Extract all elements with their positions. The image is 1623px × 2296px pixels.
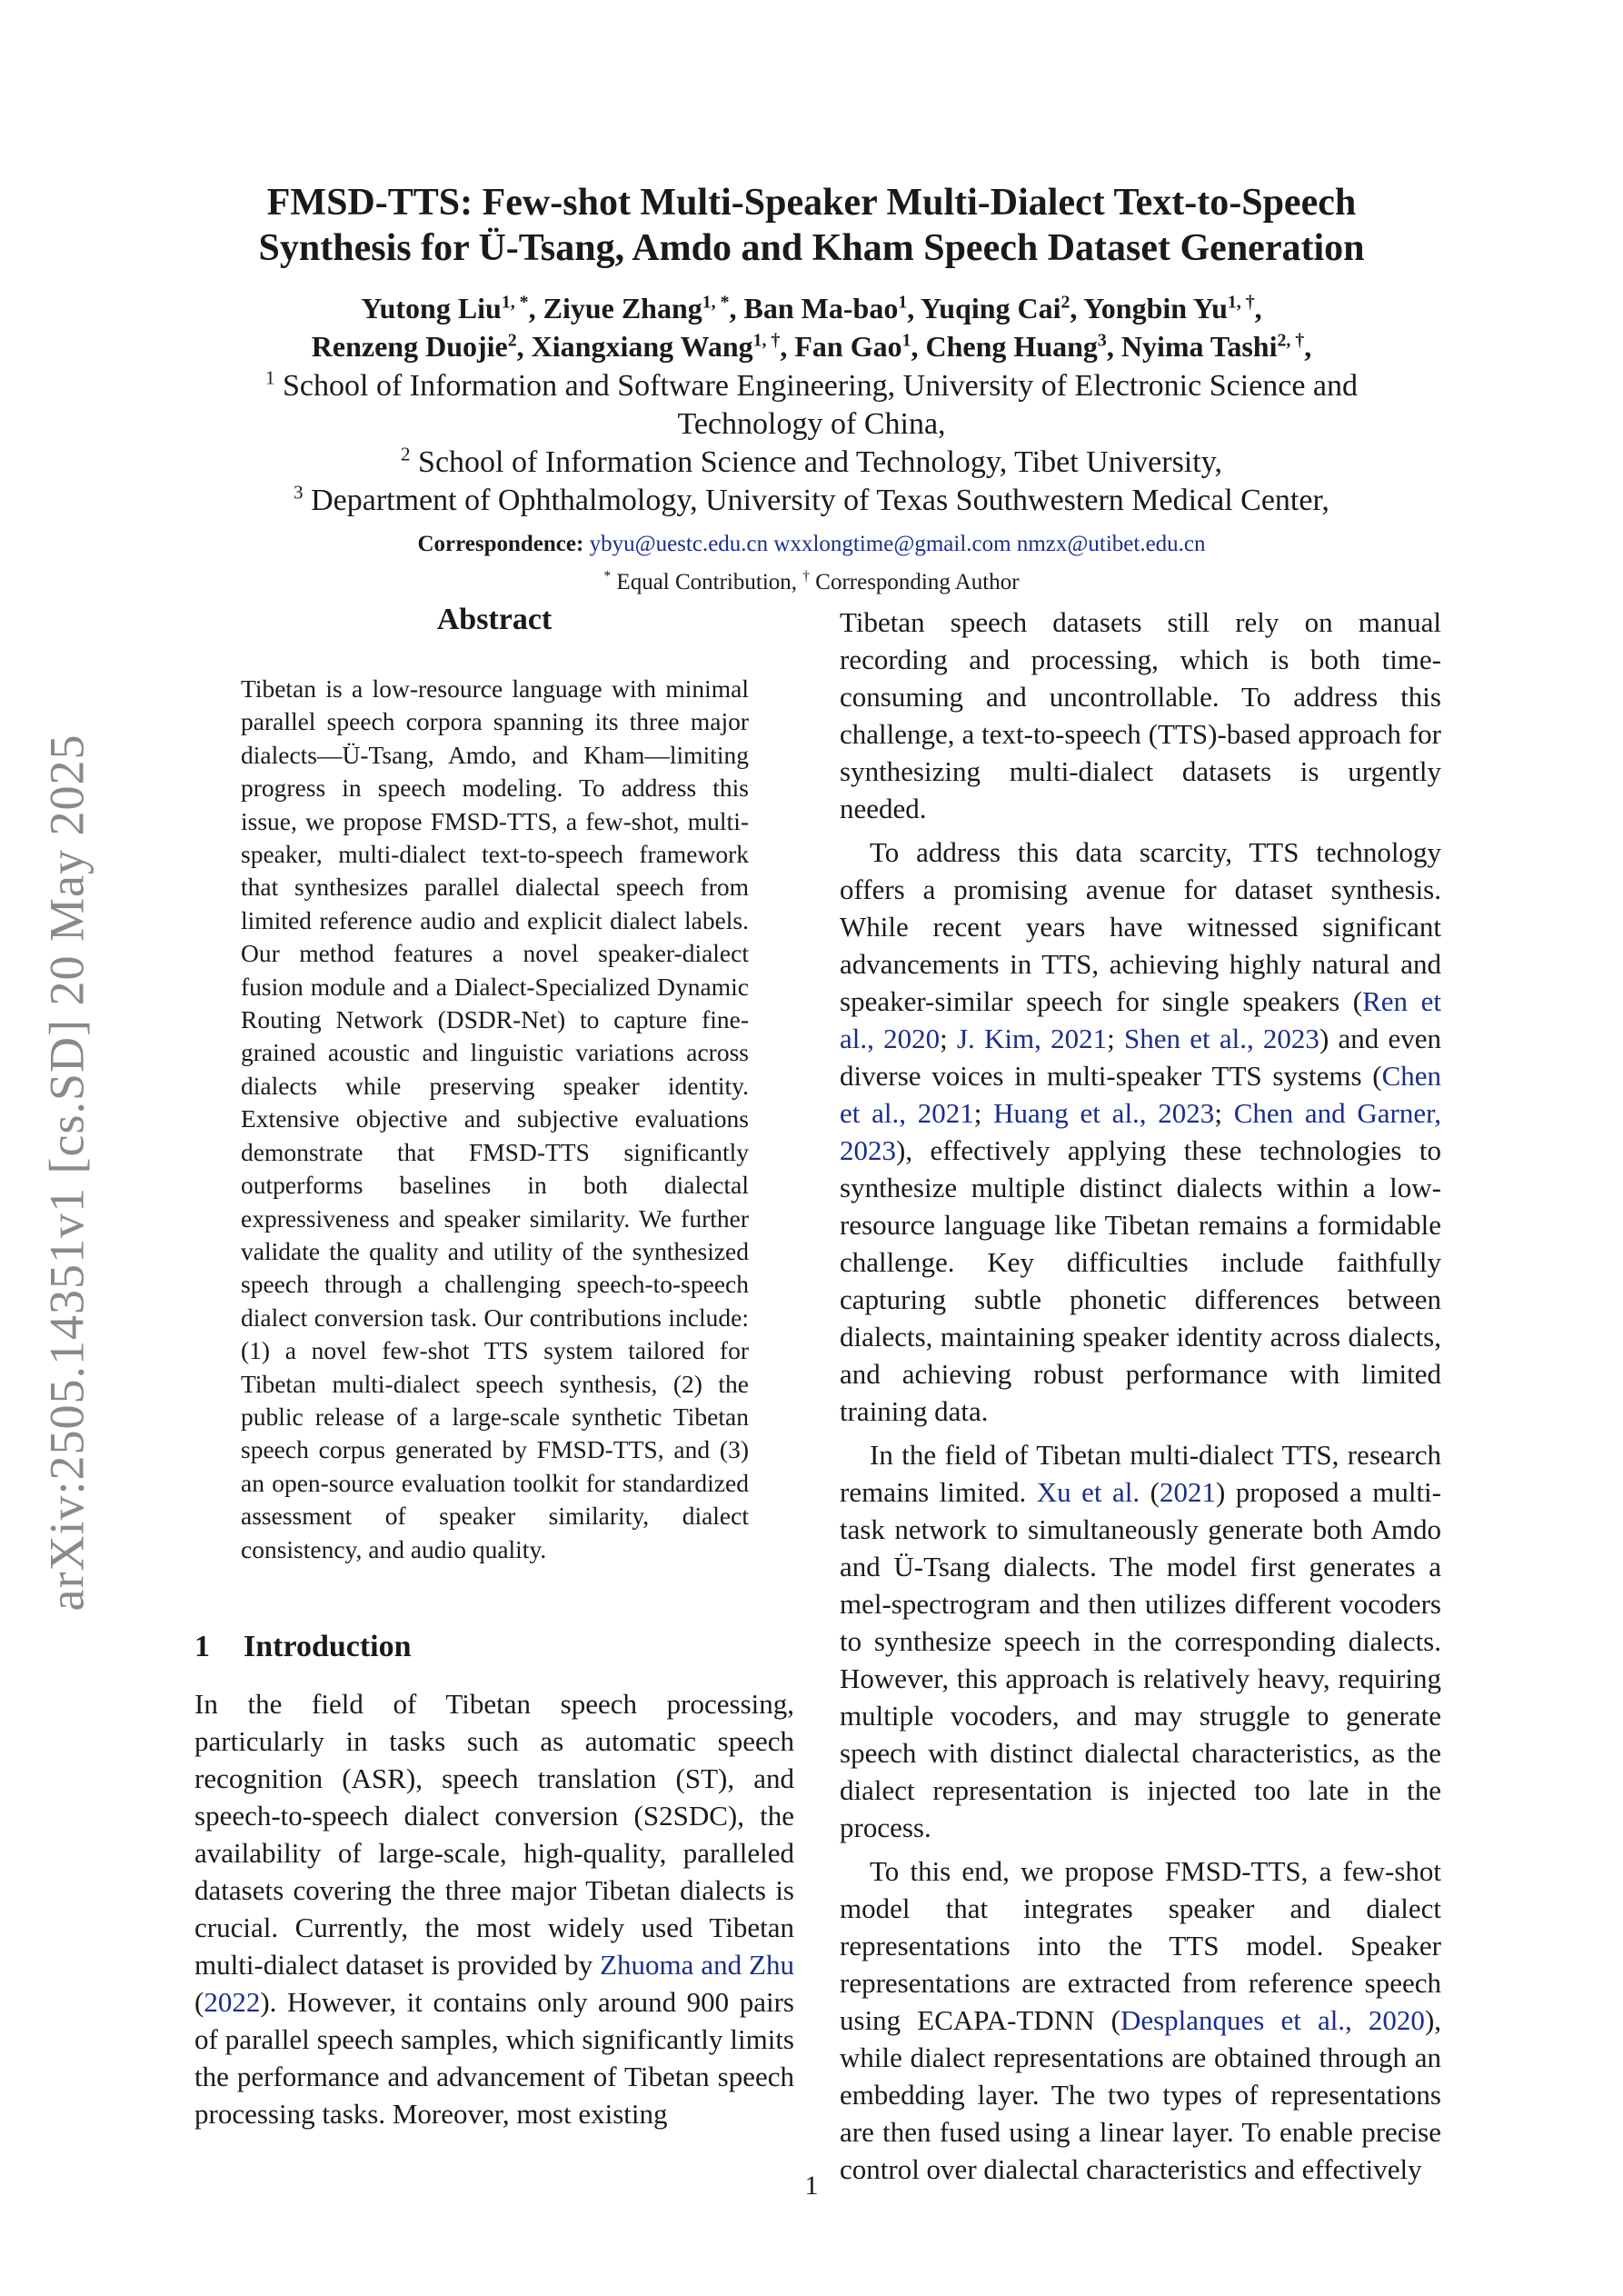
citation-link[interactable]: Zhuoma and Zhu: [600, 1949, 794, 1981]
author: Nyima Tashi$^{2, \dagger}$: [1120, 330, 1305, 363]
intro-paragraph-4: To this end, we propose FMSD-TTS, a few-shot model that integrates speaker and dialect representations into the TTS model. Speaker representations are extracted from reference speech using ECAPA-TDNN (Desplanques et al., 2020), while dialect representations are obtained through an embedding layer. The two types of representations are then fused using a linear layer. To enable precise control over dialectal characteristics and effectively: [840, 1855, 1442, 2185]
section-heading-introduction: [194, 1627, 412, 1667]
affiliation-1: $^1$ School of Information and Software Engineering, University of Electronic Science and Technology of China,: [264, 366, 1359, 441]
page-number: 1: [804, 2171, 819, 2201]
abstract-heading: Abstract: [436, 603, 553, 636]
citation-link[interactable]: Desplanques et al., 2020: [1120, 2004, 1425, 2036]
title-line-1: FMSD-TTS: Few-shot Multi-Speaker Multi-Dialect Text-to-Speech: [266, 182, 1357, 224]
correspondence-label: Correspondence:: [417, 532, 584, 556]
arxiv-sidebar-stamp: [25, 673, 107, 1672]
correspondence: [182, 529, 1441, 560]
arxiv-id: arXiv:2505.14351v1 [cs.SD] 20 May 2025: [39, 734, 95, 1612]
author: Yutong Liu$^{1, *}$: [361, 292, 529, 324]
author: Ban Ma-bao$^1$: [743, 292, 908, 324]
author: Ziyue Zhang$^{1, *}$: [543, 292, 730, 324]
right-column: [840, 604, 1441, 2188]
citation-link[interactable]: Chen and Garner, 2023: [840, 1097, 1441, 1166]
contribution-note: * Equal Contribution, † Corresponding Author: [603, 568, 1020, 594]
affiliation-3: $^3$ Department of Ophthalmology, University of Texas Southwestern Medical Center,: [294, 481, 1329, 517]
title-line-2: Synthesis for Ü-Tsang, Amdo and Kham Speech Dataset Generation: [258, 227, 1365, 269]
author: Xiangxiang Wang$^{1, \dagger}$: [531, 330, 781, 363]
abstract-text: Tibetan is a low-resource language with minimal parallel speech corpora spanning its three major dialects—Ü-Tsang, Amdo, and Kham—limiting progress in speech modeling. To address this issue, we propose FMSD-TTS, a few-shot, multi-speaker, multi-dialect text-to-speech framework that synthesizes parallel dialectal speech from limited reference audio and explicit dialect labels. Our method features a novel speaker-dialect fusion module and a Dialect-Specialized Dynamic Routing Network (DSDR-Net) to capture fine-grained acoustic and linguistic variations across dialects while preserving speaker identity. Extensive objective and subjective evaluations demonstrate that FMSD-TTS significantly outperforms baselines in both dialectal expressiveness and speaker similarity. We further validate the quality and utility of the synthesized speech through a challenging speech-to-speech dialect conversion task. Our contributions include: (1) a novel few-shot TTS system tailored for Tibetan multi-dialect speech synthesis, (2) the public release of a large-scale synthetic Tibetan speech corpus generated by FMSD-TTS, and (3) an open-source evaluation toolkit for standardized assessment of speaker similarity, dialect consistency, and audio quality.: [241, 674, 749, 1563]
paper-title: [182, 180, 1441, 271]
affiliations: [182, 367, 1441, 520]
intro-paragraph-2: To address this data scarcity, TTS technology offers a promising avenue for dataset synthesis. While recent years have witnessed significant advancements in TTS, achieving highly natural and speaker-similar speech for single speakers (Ren et al., 2020; J. Kim, 2021; Shen et al., 2023) and even diverse voices in multi-speaker TTS systems (Chen et al., 2021; Huang et al., 2023; Chen and Garner, 2023), effectively applying these technologies to synthesize multiple distinct dialects within a low-resource language like Tibetan remains a formidable challenge. Key difficulties include faithfully capturing subtle phonetic differences between dialects, maintaining speaker identity across dialects, and achieving robust performance with limited training data.: [840, 836, 1442, 1427]
author: Renzeng Duojie$^2$: [311, 330, 517, 363]
author: Cheng Huang$^3$: [925, 330, 1107, 363]
citation-link[interactable]: Shen et al., 2023: [1123, 1023, 1319, 1054]
citation-link[interactable]: J. Kim, 2021: [956, 1023, 1108, 1054]
intro-paragraph-3: In the field of Tibetan multi-dialect TTS, research remains limited. Xu et al. (2021) proposed a multi-task network to simultaneously generate both Amdo and Ü-Tsang dialects. The model first generates a mel-spectrogram and then utilizes different vocoders to synthesize speech in the corresponding dialects. However, this approach is relatively heavy, requiring multiple vocoders, and may struggle to generate speech with distinct dialectal characteristics, as the dialect representation is injected too late in the process.: [840, 1439, 1441, 1843]
author: Fan Gao$^1$: [794, 330, 911, 363]
citation-link[interactable]: Xu et al.: [1036, 1476, 1140, 1508]
citation-link[interactable]: Chen et al., 2021: [840, 1060, 1441, 1129]
email-links[interactable]: ybyu@uestc.edu.cn wxxlongtime@gmail.com nmzx@utibet.edu.cn: [589, 532, 1206, 556]
author: Yongbin $Yu^{1, \dagger}$: [1083, 292, 1255, 324]
citation-link[interactable]: Ren et al., 2020: [840, 985, 1441, 1054]
section-title: Introduction: [244, 1630, 412, 1663]
citation-link[interactable]: 2022: [204, 1986, 261, 2018]
citation-link[interactable]: Huang et al., 2023: [993, 1097, 1215, 1129]
affiliation-2: $^2$ School of Information Science and Technology, Tibet University,: [401, 443, 1222, 479]
section-number: 1: [194, 1630, 210, 1663]
intro-paragraph-1-continued: Tibetan speech datasets still rely on manual recording and processing, which is both time-consuming and uncontrollable. To address this challenge, a text-to-speech (TTS)-based approach for synthesizing multi-dialect datasets is urgently needed.: [840, 606, 1441, 824]
author: Yuqing Cai$^2$: [921, 292, 1070, 324]
intro-paragraph-1: In the field of Tibetan speech processing, particularly in tasks such as automatic speech recognition (ASR), speech translation (ST), and speech-to-speech dialect conversion (S2SDC), the availability of large-scale, high-quality, paralleled datasets covering the three major Tibetan dialects is crucial. Currently, the most widely used Tibetan multi-dialect dataset is provided by Zhuoma and Zhu (2022). However, it contains only around 900 pairs of parallel speech samples, which significantly limits the performance and advancement of Tibetan speech processing tasks. Moreover, most existing: [194, 1688, 794, 2130]
citation-link[interactable]: 2021: [1159, 1476, 1216, 1508]
author-list: Yutong Liu$^{1, *}$, Ziyue Zhang$^{1, *}$, Ban Ma-bao$^1$, Yuqing Cai$^2$, Yongbin $Yu^{1, \dagger}$, Renzeng Duojie$^2$, Xiangxiang Wang$^{1, \dagger}$, Fan Gao$^1$, Cheng Huang$^3$, Nyima Tashi$^{2, \dagger}$,: [311, 292, 1312, 363]
